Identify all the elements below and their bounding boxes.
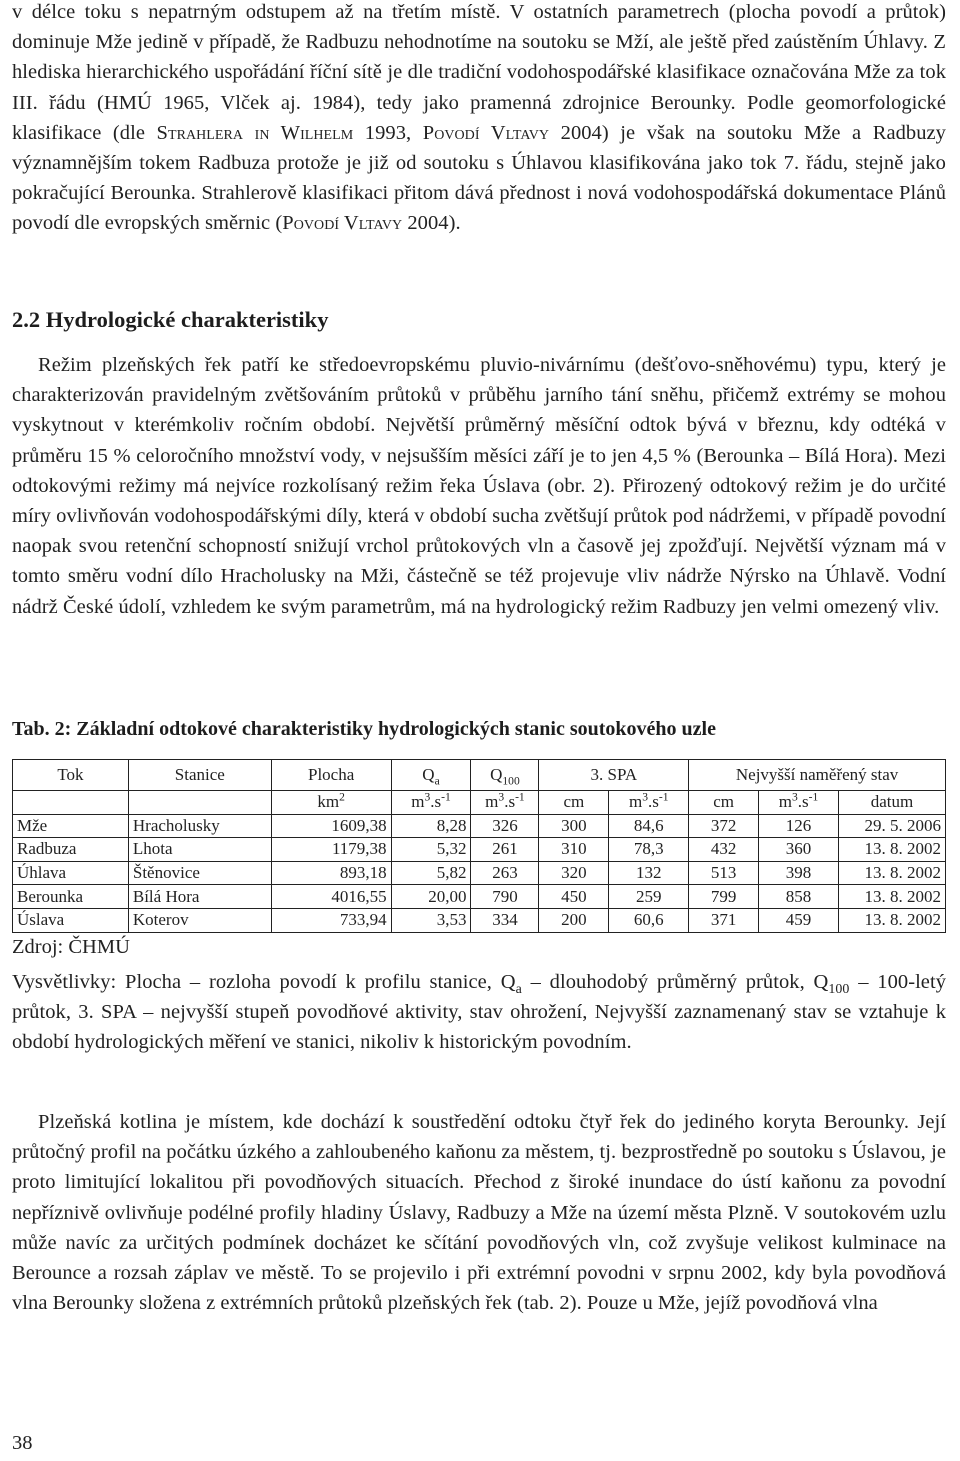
unit-cm: cm xyxy=(539,791,609,815)
table-units-row xyxy=(13,791,946,815)
unit-km2: $km^2$ xyxy=(271,791,391,815)
col-header-spa: 3. SPA xyxy=(539,760,689,791)
paragraph-plzen-basin: Plzeňská kotlina je místem, kde dochází k soustředění odtoku čtyř řek do jediného koryta Berounky. Její průtočný profil na počátku úzkého a zahloubeného kaňonu za městem, tj. bezprostředně po soutoku s Úslavou, je proto limitující lokalitou při povodňových situacích. Přechod z široké inundace do ústí kaňonu za povodní nepříznivě ovlivňuje podélné profily hladiny Úslavy, Radbuzy a Mže na území města Plzně. V soutokovém uzlu může navíc za určitých podmínek docházet ke sčítání povodňových vln, což zvyšuje velikost kulminace na Berounce a rozsah záplav ve městě. To se projevilo i při extrémní povodni v srpnu 2002, kdy byla povodňová vlna Berounky složena z extrémních průtoků plzeňských řek (tab. 2). Pouze u Mže, jejíž povodňová vlna xyxy=(12,1111,946,1315)
table-caption: Tab. 2: Základní odtokové charakteristiky hydrologických stanic soutokového uzle xyxy=(12,718,716,740)
section-heading: 2.2 Hydrologické charakteristiky xyxy=(12,307,329,332)
col-header-max-stage: Nejvyšší naměřený stav xyxy=(689,760,946,791)
unit-datum: datum xyxy=(839,791,946,815)
table-row: Mže Hracholusky 1609,38 8,28 326 300 84,6 372 126 29. 5. 2006 xyxy=(13,814,946,838)
col-header-qa: $Q_a$ xyxy=(391,760,471,791)
table-row: Úhlava Štěnovice 893,18 5,82 263 320 132 513 398 13. 8. 2002 xyxy=(13,861,946,885)
table-row: Berounka Bílá Hora 4016,55 20,00 790 450 259 799 858 13. 8. 2002 xyxy=(13,885,946,909)
unit-m3s: $m^3.s^{-1}$ xyxy=(759,791,839,815)
page-number: 38 xyxy=(12,1432,33,1454)
unit-m3s: $m^3.s^{-1}$ xyxy=(609,791,689,815)
table-legend: Vysvětlivky: Plocha – rozloha povodí k profilu stanice, $Q_a$ – dlouhodobý průměrný průtok, $Q_{100}$ – 100-letý průtok, 3. SPA – nejvyšší stupeň povodňové aktivity, stav ohrožení, Nejvyšší zaznamenaný stav se vztahuje k období hydrologických měření ve stanici, nikoliv k historickým povodním. xyxy=(12,971,947,1054)
paragraph-river-hierarchy: v délce toku s nepatrným odstupem až na třetím místě. V ostatních parametrech (plocha povodí a průtok) dominuje Mže jedině v případě, že Radbuzu nehodnotíme na soutoku se Mží, ale ještě před zaústěním Úhlavy. Z hlediska hierarchického uspořádání říční sítě je dle tradiční vodohospodářské klasifikace označována Mže za tok III. řádu (HMÚ 1965, Vlček aj. 1984), tedy jako pramenná zdrojnice Berounky. Podle geomorfologické klasifikace (dle Strahlera in Wilhelm 1993, Povodí Vltavy 2004) je však na soutoku Mže a Radbuzy významnějším tokem Radbuza protože je již od soutoku s Úhlavou klasifikována jako tok 7. řádu, stejně jako pokračující Berounka. Strahlerově klasifikaci přitom dává přednost i nová vodohospodářská dokumentace Plánů povodí dle evropských směrnic (Povodí Vltavy 2004). xyxy=(12,1,946,235)
col-header-tok: Tok xyxy=(13,760,129,791)
unit-m3s: $m^3.s^{-1}$ xyxy=(391,791,471,815)
citation-povodi-vltavy: Povodí Vltavy xyxy=(422,121,550,144)
unit-cm: cm xyxy=(689,791,759,815)
table-row: Radbuza Lhota 1179,38 5,32 261 310 78,3 432 360 13. 8. 2002 xyxy=(13,838,946,862)
col-header-q100: $Q_{100}$ xyxy=(471,760,539,791)
paragraph-hydrological-regime: Režim plzeňských řek patří ke středoevropskému pluvio-nivárnímu (dešťovo-sněhovému) typu, který je charakterizován pravidelným zvětšováním průtoků v průběhu jarního tání sněhu, přičemž extrémy se mohou vyskytnout v kterémkoliv ročním období. Největší průměrný měsíční odtok bývá v březnu, kdy odtéká v průměru 15 % celoročního množství vody, v nejsušším měsíci září je to jen 4,5 % (Berounka – Bílá Hora). Mezi odtokovými režimy má nejvíce rozkolísaný režim řeka Úslava (obr. 2). Přirozený odtokový režim je do určité míry ovlivňován vodohospodářskými díly, která v období sucha zvětšují průtok pod nádržemi, v případě povodní naopak svou retenční schopností snižují vrchol průtokových vln a časově jej zpožďují. Největší význam má v tomto směru vodní dílo Hracholusky na Mži, částečně se též projevuje vliv nádrže Nýrsko na Úhlavě. Vodní nádrž České údolí, vzhledem ke svým parametrům, má na hydrologický režim Radbuzy jen velmi omezený vliv. xyxy=(12,354,946,618)
table-source: Zdroj: ČHMÚ xyxy=(12,936,130,958)
table-header-row xyxy=(13,760,946,791)
hydrology-table xyxy=(12,759,946,933)
unit-m3s: $m^3.s^{-1}$ xyxy=(471,791,539,815)
col-header-stanice: Stanice xyxy=(128,760,271,791)
citation-povodi-vltavy: Povodí Vltavy xyxy=(282,212,403,235)
table-row: Úslava Koterov 733,94 3,53 334 200 60,6 371 459 13. 8. 2002 xyxy=(13,908,946,932)
col-header-plocha: Plocha xyxy=(271,760,391,791)
citation-strahler: Strahlera in Wilhelm xyxy=(156,121,354,144)
